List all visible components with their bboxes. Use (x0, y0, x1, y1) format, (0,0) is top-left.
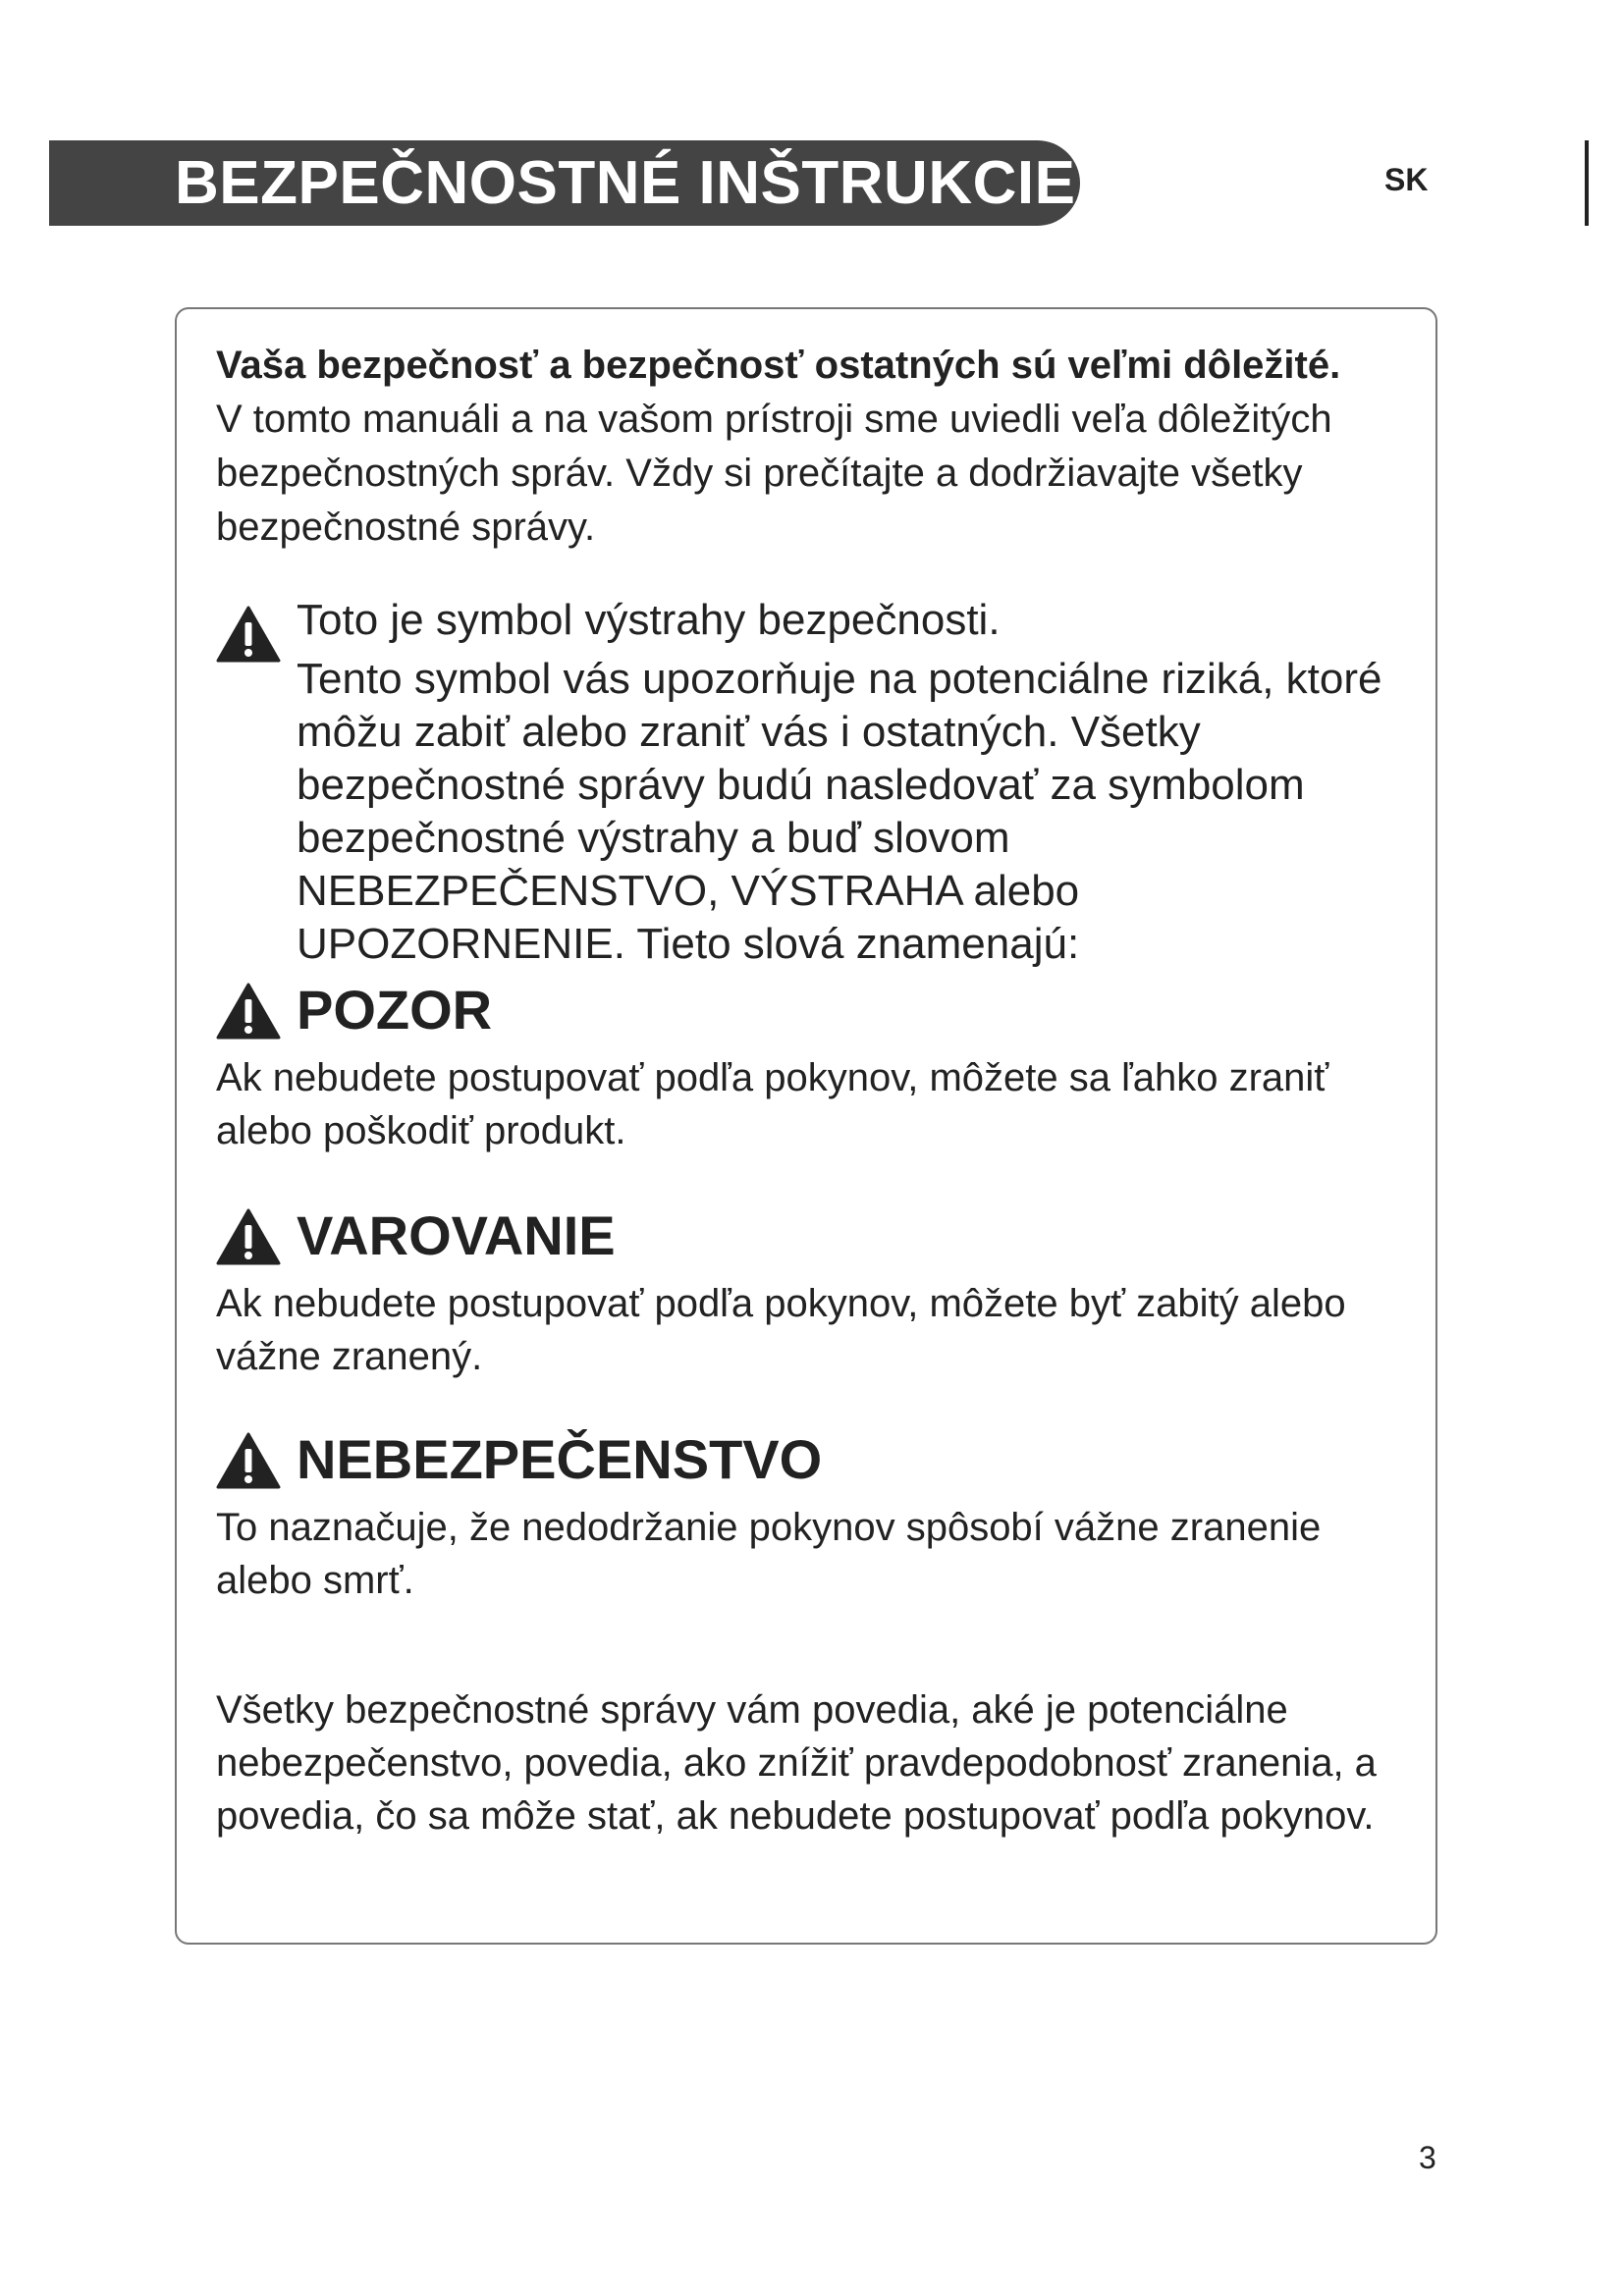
level-description: Ak nebudete postupovať podľa pokynov, môžete byť zabitý alebo vážne zranený. (216, 1282, 1346, 1378)
warning-triangle-icon (216, 1432, 281, 1489)
closing-paragraph: Všetky bezpečnostné správy vám povedia, aké je potenciálne nebezpečenstvo, povedia, ako znížiť pravdepodobnosť zranenia, a povedia, čo sa môže stať, ak nebudete postupovať podľa pokynov. (216, 1688, 1377, 1838)
intro-body: V tomto manuáli a na vašom prístroji sme uviedli veľa dôležitých bezpečnostných správ. Vždy si prečítajte a dodržiavajte všetky bezpečnostné správy. (216, 398, 1332, 549)
safety-symbol-title: Toto je symbol výstrahy bezpečnosti. (297, 596, 1001, 644)
intro-block (216, 339, 1414, 555)
warning-triangle-icon (216, 983, 281, 1040)
warning-triangle-icon (216, 1208, 281, 1265)
level-warning (216, 1202, 1414, 1383)
section-title: BEZPEČNOSTNÉ INŠTRUKCIE (175, 149, 1076, 217)
level-caution (216, 977, 1414, 1157)
section-header-bar (49, 140, 1080, 226)
safety-panel (175, 307, 1437, 1945)
safety-symbol-text (297, 594, 1416, 971)
page-edge-rule (1585, 140, 1589, 226)
level-title: VAROVANIE (297, 1204, 616, 1266)
level-title: POZOR (297, 979, 493, 1041)
page-number: 3 (1419, 2140, 1436, 2175)
intro-heading: Vaša bezpečnosť a bezpečnosť ostatných sú veľmi dôležité. (216, 344, 1341, 387)
warning-triangle-icon (216, 606, 281, 663)
language-code: SK (1384, 162, 1429, 197)
level-title: NEBEZPEČENSTVO (297, 1428, 823, 1490)
safety-symbol-description: Tento symbol vás upozorňuje na potenciálne riziká, ktoré môžu zabiť alebo zraniť vás i ostatných. Všetky bezpečnostné správy budú nasledovať za symbolom bezpečnostné výstrahy a buď slovom NEBEZPEČENSTVO, VÝSTRAHA alebo UPOZORNENIE. Tieto slová znamenajú: (297, 655, 1382, 968)
level-description: Ak nebudete postupovať podľa pokynov, môžete sa ľahko zraniť alebo poškodiť produkt. (216, 1056, 1329, 1152)
level-danger (216, 1426, 1414, 1607)
level-description: To naznačuje, že nedodržanie pokynov spôsobí vážne zranenie alebo smrť. (216, 1506, 1322, 1602)
